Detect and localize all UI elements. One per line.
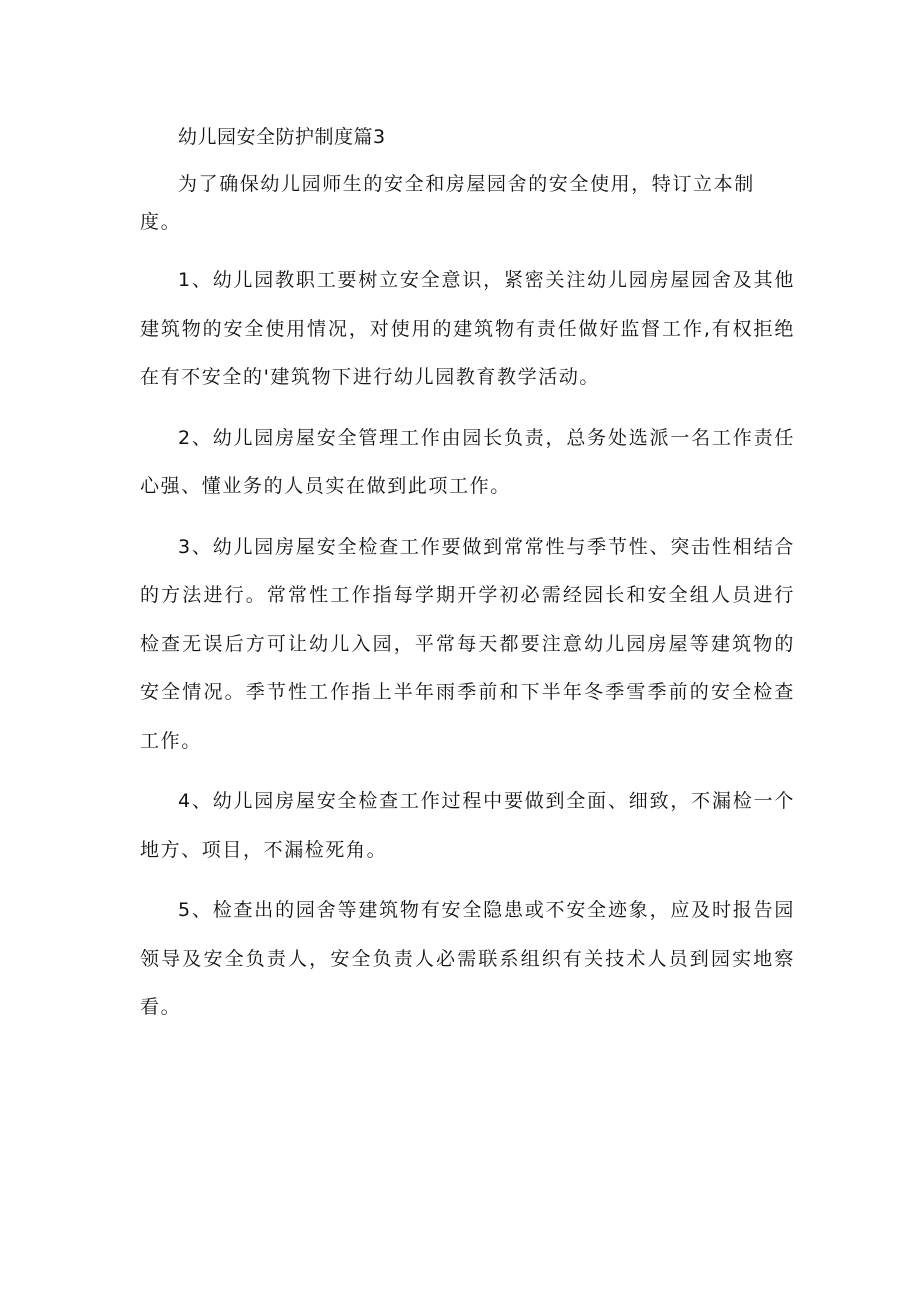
intro-paragraph: 为了确保幼儿园师生的安全和房屋园舍的安全使用，特订立本制度。 xyxy=(140,173,755,233)
paragraph-1: 1、幼儿园教职工要树立安全意识，紧密关注幼儿园房屋园舍及其他建筑物的安全使用情况，对使用的建筑物有责任做好监督工作,有权拒绝在有不安全的'建筑物下进行幼儿园教育教学活动。 xyxy=(140,269,795,388)
paragraph-5: 5、检查出的园舍等建筑物有安全隐患或不安全迹象，应及时报告园领导及安全负责人，安全负责人必需联系组织有关技术人员到园实地察看。 xyxy=(140,899,795,1018)
document-title: 幼儿园安全防护制度篇3 xyxy=(178,126,386,148)
document-body xyxy=(140,118,795,1032)
paragraph-2: 2、幼儿园房屋安全管理工作由园长负责，总务处选派一名工作责任心强、懂业务的人员实在做到此项工作。 xyxy=(140,426,795,497)
paragraph-3: 3、幼儿园房屋安全检查工作要做到常常性与季节性、突击性相结合的方法进行。常常性工作指每学期开学初必需经园长和安全组人员进行检查无误后方可让幼儿入园，平常每天都要注意幼儿园房屋等建筑物的安全情况。季节性工作指上半年雨季前和下半年冬季雪季前的安全检查工作。 xyxy=(140,535,795,752)
paragraph-4: 4、幼儿园房屋安全检查工作过程中要做到全面、细致，不漏检一个地方、项目，不漏检死角。 xyxy=(140,790,795,861)
